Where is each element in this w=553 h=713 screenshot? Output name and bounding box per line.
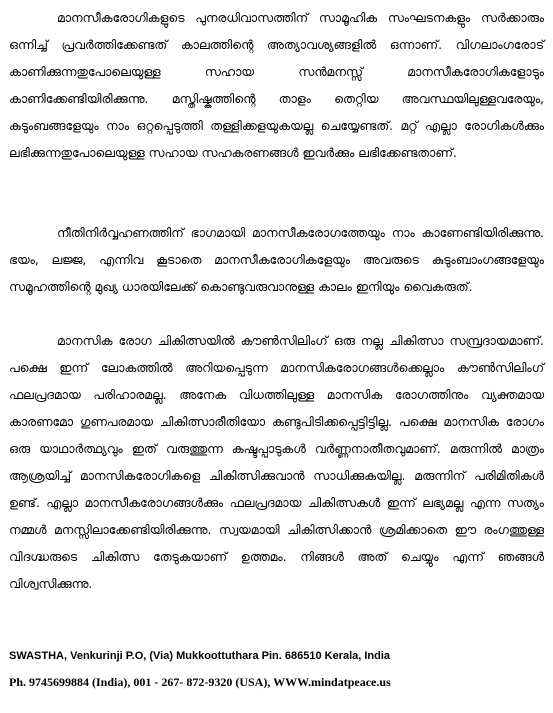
footer-contact: Ph. 9745699884 (India), 001 - 267- 872-9320 (USA), WWW.mindatpeace.us: [9, 675, 391, 689]
footer-address: SWASTHA, Venkurinji P.O, (Via) Mukkoottuthara Pin. 686510 Kerala, India: [9, 650, 391, 662]
paragraph-justice: നീതിനിർവ്വഹണത്തിന് ഭാഗമായി മാനസീകരോഗത്തേയും നാം കാണേണ്ടിയിരിക്കുന്നു. ഭയം, ലജ്ജ, എന്നിവ കൂടാതെ മാനസീകരോഗികളേയും അവരുടെ കുടുംബാംഗങ്ങളേയും സമൂഹത്തിന്റെ മുഖ്യ ധാരയിലേക്ക് കൊണ്ടുവരുവാനുള്ള കാലം ഇനിയും വൈകരുത്.: [9, 225, 544, 294]
paragraph-rehabilitation: മാനസീകരോഗികളുടെ പുനരധിവാസത്തിന് സാമൂഹിക സംഘടനകളും സർക്കാരും ഒന്നിച്ച് പ്രവർത്തിക്കേണ്ടത് കാലത്തിന്റെ അത്യാവശ്യങ്ങളിൽ ഒന്നാണ്. വിഗലാംഗരോട് കാണിക്കുന്നതുപോലെയുള്ള സഹായ സൻമനസ്സ് മാനസീകരോഗികളോടും കാണിക്കേണ്ടിയിരിക്കുന്നു. മസ്തിഷ്കത്തിന്റെ താളം തെറ്റിയ അവസ്ഥയിലുള്ളവരേയും, കുടുംബങ്ങളേയും നാം ഒറ്റപ്പെടുത്തി തള്ളിക്കളയുകയല്ല ചെയ്യേണ്ടത്. മറ്റ് എല്ലാ രോഗികൾക്കും ലഭിക്കുന്നതുപോലെയുള്ള സഹായ സഹകരണങ്ങൾ ഇവർക്കും ലഭിക്കേണ്ടതാണ്.: [9, 10, 544, 160]
paragraph-counselling: മാനസിക രോഗ ചികിത്സയിൽ കൗൺസിലിംഗ് ഒരു നല്ല ചികിത്സാ സമ്പ്രദായമാണ്. പക്ഷെ ഇന്ന് ലോകത്തിൽ അറിയപ്പെടുന്ന മാനസികരോഗങ്ങൾക്കെല്ലാം കൗൺസിലിംഗ് ഫലപ്രദമായ പരിഹാരമല്ല. അനേക വിധത്തിലുള്ള മാനസിക രോഗത്തിനും വ്യക്തമായ കാരണമോ ഗുണപരമായ ചികിത്സാരീതിയോ കണ്ടുപിടിക്കപ്പെട്ടിട്ടില്ല. പക്ഷെ മാനസിക രോഗം ഒരു യാഥാർത്ഥ്യവും ഇത് വരുത്തുന്ന കഷ്ടപ്പാടുകൾ വർണ്ണനാതീതവുമാണ്. മരുന്നിൽ മാത്രം ആശ്രയിച്ച് മാനസികരോഗികളെ ചികിത്സിക്കുവാൻ സാധിക്കുകയില്ല. മരുന്നിന് പരിമിതികൾ ഉണ്ട്. എല്ലാ മാനസീകരോഗങ്ങൾക്കും ഫലപ്രദമായ ചികിത്സകൾ ഇന്ന് ലഭ്യമല്ല എന്ന സത്യം നമ്മൾ മനസ്സിലാക്കേണ്ടിയിരിക്കുന്നു. സ്വയമായി ചികിത്സിക്കാൻ ശ്രമിക്കാതെ ഈ രംഗത്തുള്ള വിദഗ്ദ്ധരുടെ ചികിത്സ തേടുകയാണ് ഉത്തമം. നിങ്ങൾ അത് ചെയ്യും എന്ന് ഞങ്ങൾ വിശ്വസിക്കുന്നു.: [9, 333, 544, 591]
